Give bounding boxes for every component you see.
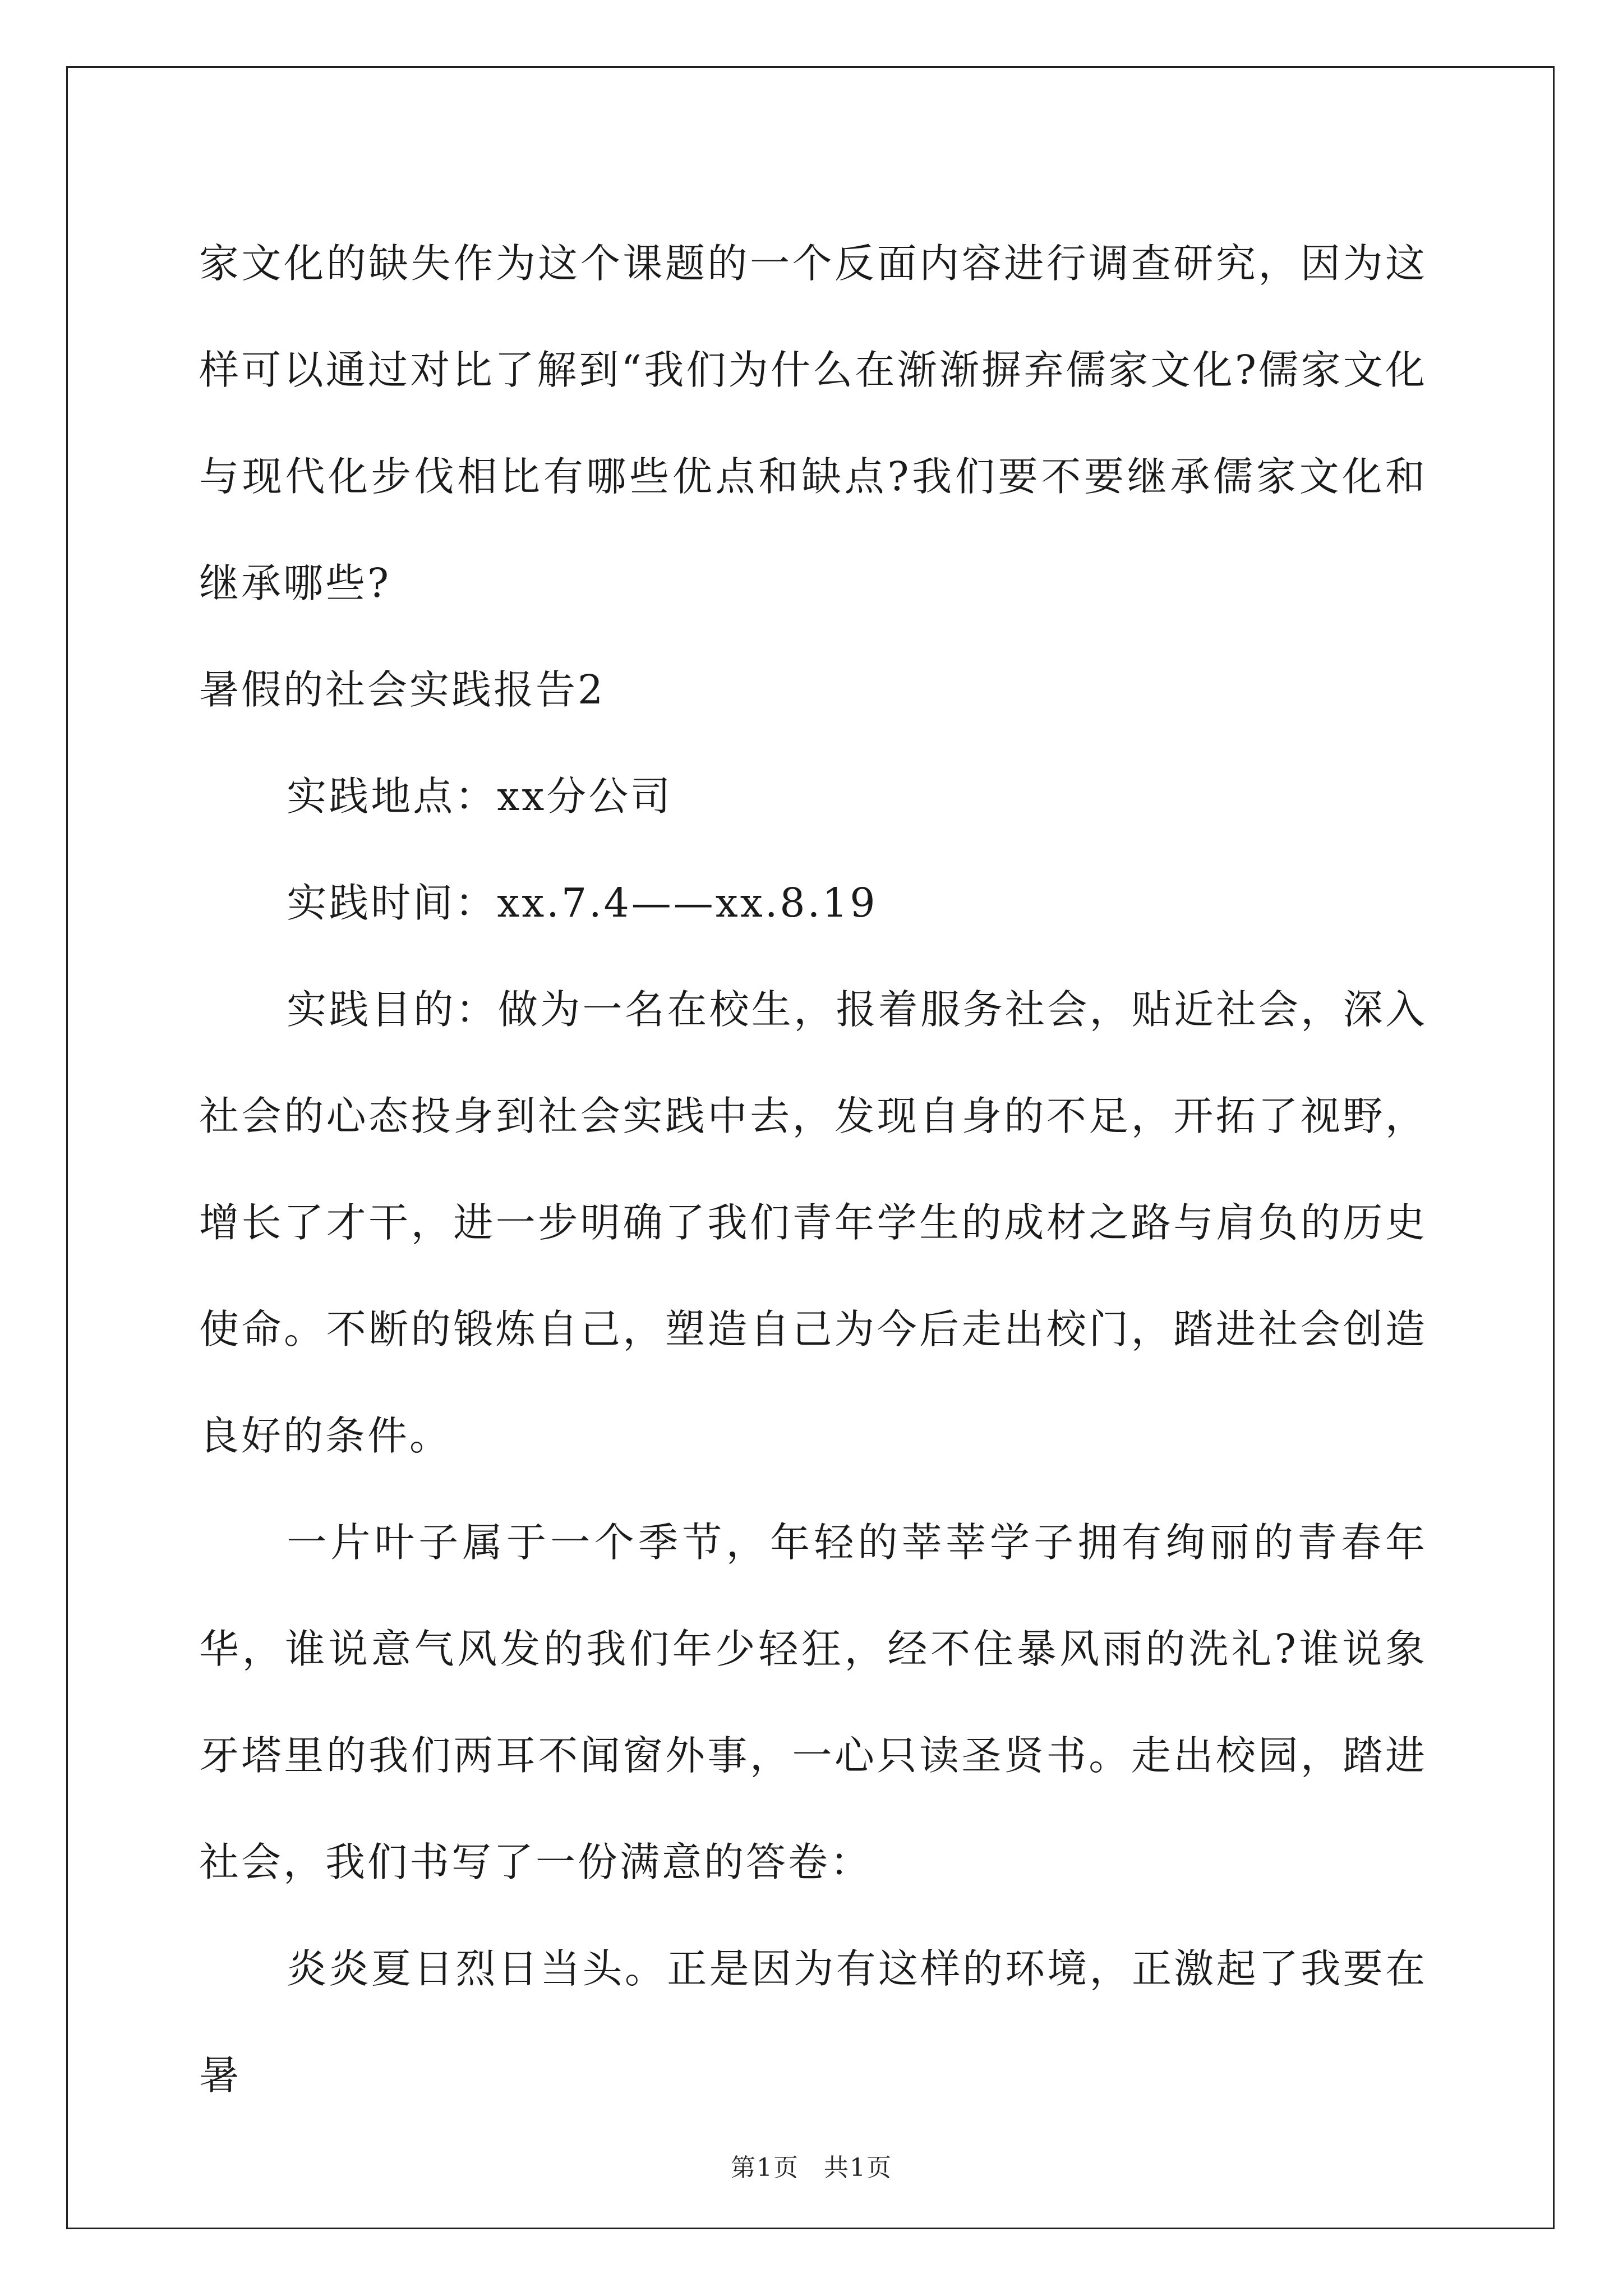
paragraph-purpose: 实践目的：做为一名在校生，报着服务社会，贴近社会，深入社会的心态投身到社会实践中去，发现自身的不足，开拓了视野，增长了才干，进一步明确了我们青年学生的成材之路与肩负的历史使命。不断的锻炼自己，塑造自己为今后走出校门，踏进社会创造良好的条件。: [199, 986, 1427, 1459]
paragraph: 家文化的缺失作为这个课题的一个反面内容进行调查研究，因为这样可以通过对比了解到“我们为什么在渐渐摒弃儒家文化?儒家文化与现代化步伐相比有哪些优点和缺点?我们要不要继承儒家文化和继承哪些?: [199, 240, 1427, 606]
page-number: 第1页: [731, 2154, 799, 2182]
page-footer: [0, 2147, 1623, 2183]
paragraph-time: 实践时间：xx.7.4——xx.8.19: [287, 880, 878, 926]
section-heading: 暑假的社会实践报告2: [199, 666, 606, 713]
paragraph: 一片叶子属于一个季节，年轻的莘莘学子拥有绚丽的青春年华，谁说意气风发的我们年少轻狂，经不住暴风雨的洗礼?谁说象牙塔里的我们两耳不闻窗外事，一心只读圣贤书。走出校园，踏进社会，我们书写了一份满意的答卷：: [199, 1519, 1427, 1885]
page-total: 共1页: [824, 2154, 892, 2182]
paragraph-location: 实践地点：xx分公司: [287, 773, 673, 820]
paragraph: 炎炎夏日烈日当头。正是因为有这样的环境，正激起了我要在暑: [199, 1945, 1427, 2099]
document-body: [199, 210, 1427, 2129]
